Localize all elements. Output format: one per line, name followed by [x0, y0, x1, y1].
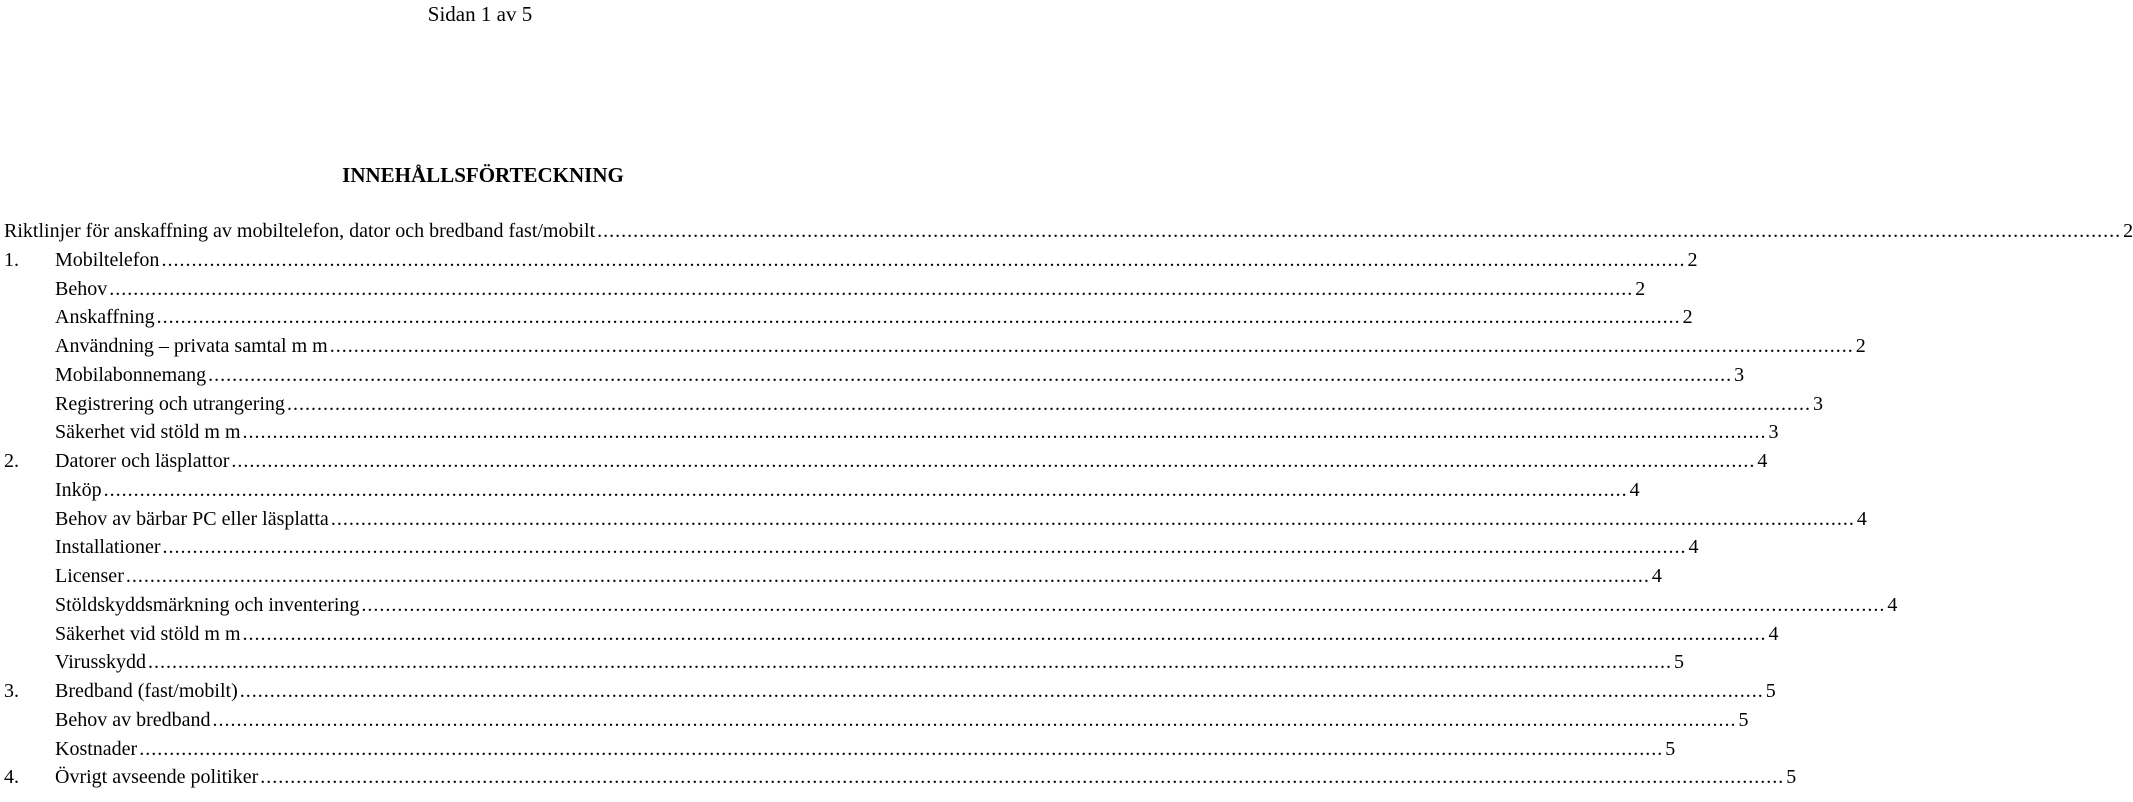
toc-entry-text: Säkerhet vid stöld m m [55, 622, 241, 645]
toc-entry[interactable] [4, 562, 1662, 591]
toc-entry[interactable] [4, 505, 1867, 534]
toc-dot-leader [109, 275, 1633, 304]
toc-entry-text: Stöldskyddsmärkning och inventering [55, 593, 360, 616]
toc-entry[interactable] [4, 447, 1768, 476]
toc-entry-text: Användning – privata samtal m m [55, 335, 328, 357]
toc-entry-page: 4 [1768, 622, 1779, 645]
toc-dot-leader [231, 447, 1755, 476]
toc-entry-text: Mobiltelefon [55, 248, 160, 271]
page-indicator: Sidan 1 av 5 [427, 2, 533, 26]
toc-dot-leader [331, 505, 1855, 534]
toc-dot-leader [161, 246, 1685, 275]
toc-entry-page: 3 [1812, 392, 1823, 415]
toc-entry[interactable] [4, 533, 1699, 562]
toc-entry-text: Övrigt avseende politiker [55, 766, 259, 789]
toc-dot-leader [213, 706, 1737, 735]
toc-entry-page: 4 [1887, 593, 1898, 616]
toc-entry[interactable] [4, 303, 1693, 332]
toc-entry-text: Bredband (fast/mobilt) [55, 680, 238, 702]
toc-entry-text: Behov av bredband [55, 708, 211, 731]
toc-entry-page: 5 [1765, 680, 1776, 702]
toc-dot-leader [157, 303, 1681, 332]
toc-entry-number: 1. [4, 248, 19, 271]
toc-entry[interactable] [4, 763, 1797, 792]
toc-entry-page: 4 [1651, 565, 1662, 587]
toc-entry-page: 5 [1674, 651, 1685, 674]
toc-entry-text: Behov av bärbar PC eller läsplatta [55, 507, 329, 530]
toc-entry-page: 3 [1734, 363, 1745, 386]
toc-entry[interactable] [4, 620, 1779, 649]
toc-entry[interactable] [4, 418, 1779, 447]
toc-entry-text: Kostnader [55, 737, 138, 760]
toc-dot-leader [126, 562, 1650, 591]
toc-dot-leader [240, 677, 1764, 706]
toc-entry[interactable] [4, 217, 2133, 246]
toc-dot-leader [260, 763, 1784, 792]
toc-entry-page: 4 [1688, 536, 1699, 559]
toc-entry-text: Registrering och utrangering [55, 392, 285, 415]
toc-dot-leader [139, 735, 1663, 764]
toc-entry[interactable] [4, 591, 1898, 620]
toc-entry-number: 4. [4, 766, 19, 789]
toc-entry-page: 2 [1682, 306, 1693, 329]
toc-dot-leader [243, 620, 1767, 649]
toc-title: INNEHÅLLSFÖRTECKNING [342, 163, 624, 187]
toc-entry-page: 2 [1635, 277, 1646, 300]
toc-dot-leader [243, 418, 1767, 447]
toc-entry-text: Inköp [55, 478, 102, 501]
toc-entry[interactable] [4, 361, 1745, 390]
toc-entry[interactable] [4, 677, 1776, 706]
toc-entry-page: 5 [1738, 708, 1749, 731]
toc-dot-leader [597, 217, 2121, 246]
toc-entry-text: Riktlinjer för anskaffning av mobiltelefon, dator och bredband fast/mobilt [4, 220, 596, 242]
toc-entry-page: 5 [1786, 766, 1797, 789]
toc-entry[interactable] [4, 332, 1866, 361]
toc-entry-number: 3. [4, 680, 19, 702]
toc-entry[interactable] [4, 735, 1676, 764]
toc-dot-leader [148, 648, 1672, 677]
toc-entry-text: Mobilabonnemang [55, 363, 207, 386]
toc-entry[interactable] [4, 275, 1646, 304]
toc-entry-number: 2. [4, 450, 19, 472]
toc-dot-leader [208, 361, 1732, 390]
toc-dot-leader [163, 533, 1687, 562]
toc-dot-leader [287, 390, 1811, 419]
toc-entry[interactable] [4, 706, 1749, 735]
toc-dot-leader [104, 476, 1628, 505]
toc-entry[interactable] [4, 390, 1823, 419]
toc-dot-leader [361, 591, 1885, 620]
toc-entry[interactable] [4, 246, 1698, 275]
toc-entry-text: Säkerhet vid stöld m m [55, 421, 241, 444]
toc-entry-text: Behov [55, 277, 108, 300]
toc-entry-page: 4 [1856, 507, 1867, 530]
toc-entry-page: 4 [1629, 478, 1640, 501]
toc-entry-page: 2 [1687, 248, 1698, 271]
toc-entry-page: 2 [1855, 335, 1866, 357]
table-of-contents [4, 217, 2133, 792]
toc-entry-text: Anskaffning [55, 306, 155, 329]
toc-dot-leader [330, 332, 1854, 361]
toc-entry-page: 4 [1757, 450, 1768, 472]
toc-entry-page: 2 [2123, 220, 2133, 242]
toc-entry-text: Virusskydd [55, 651, 147, 674]
toc-entry-text: Installationer [55, 536, 161, 559]
toc-entry-page: 5 [1665, 737, 1676, 760]
toc-entry-text: Datorer och läsplattor [55, 450, 230, 472]
toc-entry-page: 3 [1768, 421, 1779, 444]
toc-entry-text: Licenser [55, 565, 124, 587]
toc-entry[interactable] [4, 648, 1685, 677]
toc-entry[interactable] [4, 476, 1640, 505]
